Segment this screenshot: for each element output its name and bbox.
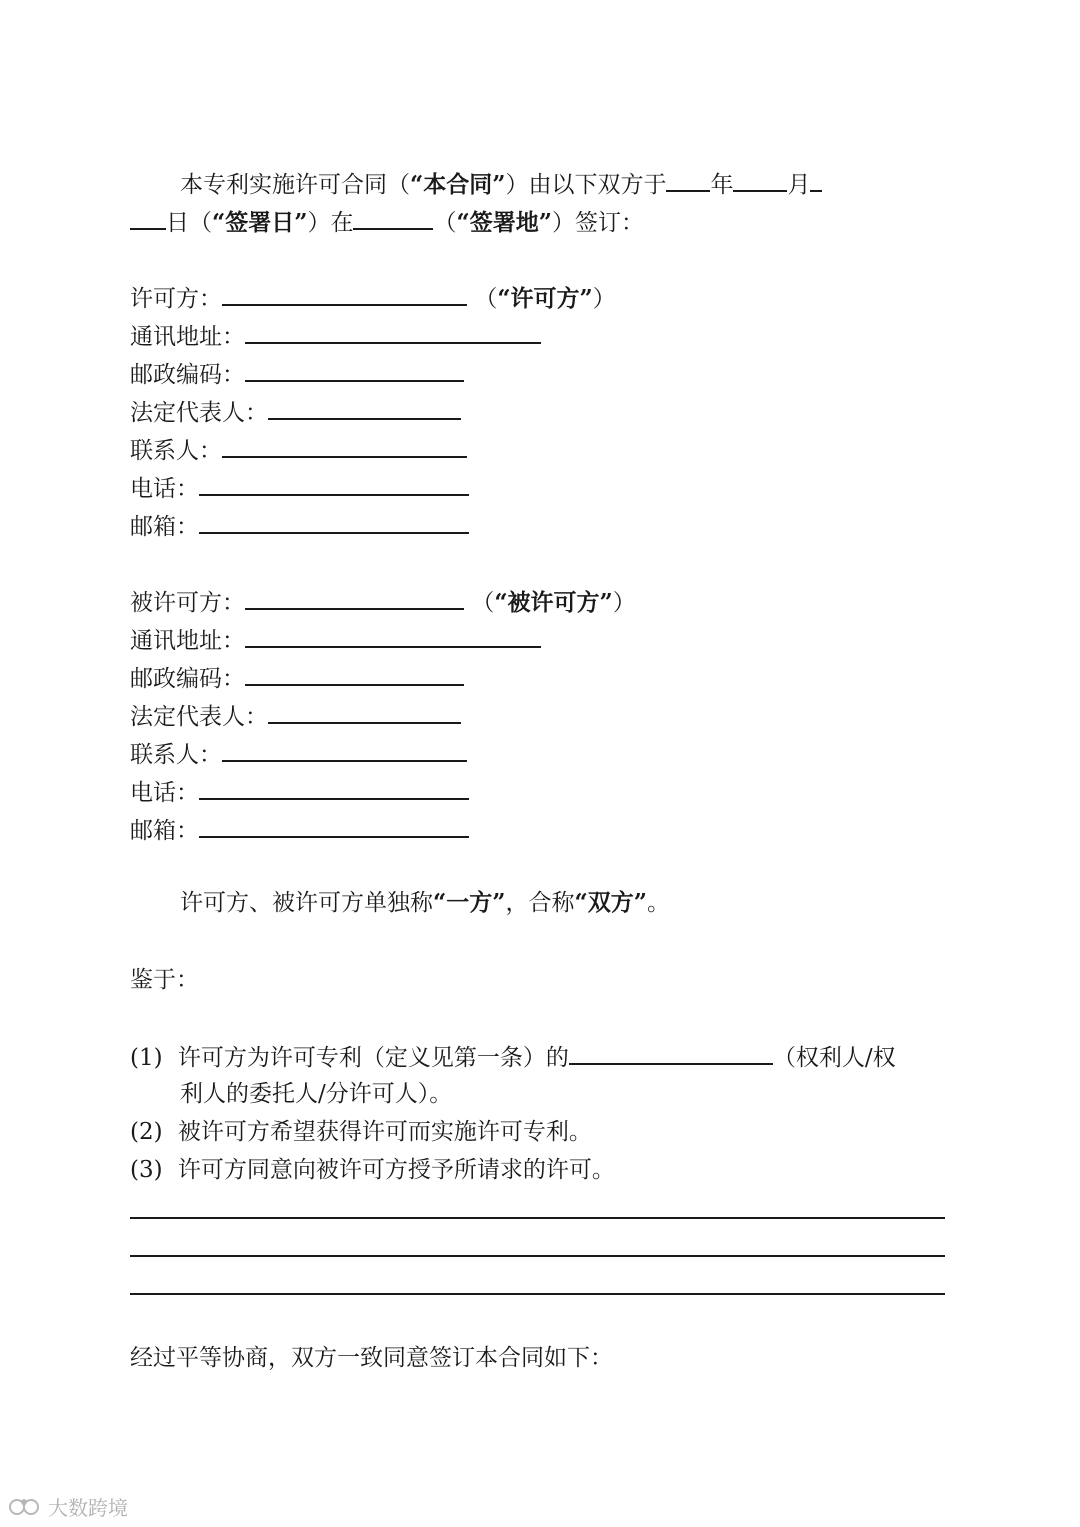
licensor-postcode-row: 邮政编码：: [130, 358, 464, 390]
blank-line: [199, 776, 469, 800]
blank-rule: [130, 1255, 945, 1257]
blank-line: [199, 510, 469, 534]
licensee-legal-rep-row: 法定代表人：: [130, 700, 461, 732]
blank-line: [245, 624, 541, 648]
blank-line: [245, 320, 541, 344]
watermark-logo-icon: [8, 1496, 42, 1518]
licensee-name-blank: [245, 586, 464, 610]
blank-line: [222, 738, 467, 762]
licensee-address-row: 通讯地址：: [130, 624, 541, 656]
licensee-email-row: 邮箱：: [130, 814, 469, 846]
intro-line-1: 本专利实施许可合同（“本合同”）由以下双方于 年 月: [180, 168, 822, 200]
licensor-legal-rep-row: 法定代表人：: [130, 396, 461, 428]
watermark: 大数跨境: [8, 1492, 128, 1521]
blank-line: [268, 396, 461, 420]
licensor-address-row: 通讯地址：: [130, 320, 541, 352]
licensor-email-row: 邮箱：: [130, 510, 469, 542]
licensee-phone-row: 电话：: [130, 776, 469, 808]
licensor-contact-row: 联系人：: [130, 434, 467, 466]
licensee-contact-row: 联系人：: [130, 738, 467, 770]
blank-line: [245, 662, 464, 686]
place-blank: [353, 206, 433, 230]
licensor-name-blank: [222, 282, 467, 306]
blank-line: [199, 472, 469, 496]
licensee-postcode-row: 邮政编码：: [130, 662, 464, 694]
blank-line: [245, 358, 464, 382]
whereas-item-2: (2) 被许可方希望获得许可而实施许可专利。: [130, 1119, 592, 1145]
blank-line: [222, 434, 467, 458]
closing-statement: 经过平等协商，双方一致同意签订本合同如下：: [130, 1345, 613, 1371]
whereas-item-3: (3) 许可方同意向被许可方授予所请求的许可。: [130, 1157, 615, 1183]
rights-holder-blank: [569, 1041, 773, 1065]
whereas-item-1: (1) 许可方为许可专利（定义见第一条）的 （权利人/权: [130, 1041, 896, 1073]
year-blank: [666, 168, 710, 192]
month-blank: [733, 168, 787, 192]
intro-line-2: 日（“签署日”）在 （“签署地”）签订：: [130, 206, 644, 238]
day-blank: [130, 206, 166, 230]
whereas-item-1-cont: 利人的委托人/分许可人）。: [180, 1081, 453, 1107]
blank-line: [268, 700, 461, 724]
whereas-title: 鉴于：: [130, 967, 199, 993]
day-blank-start: [810, 168, 822, 192]
blank-rule: [130, 1293, 945, 1295]
blank-rule: [130, 1217, 945, 1219]
parties-definition: 许可方、被许可方单独称“一方”，合称“双方”。: [180, 889, 670, 916]
licensor-name-row: 许可方： （“许可方”）: [130, 282, 616, 314]
licensor-phone-row: 电话：: [130, 472, 469, 504]
licensee-name-row: 被许可方： （“被许可方”）: [130, 586, 636, 618]
blank-line: [199, 814, 469, 838]
